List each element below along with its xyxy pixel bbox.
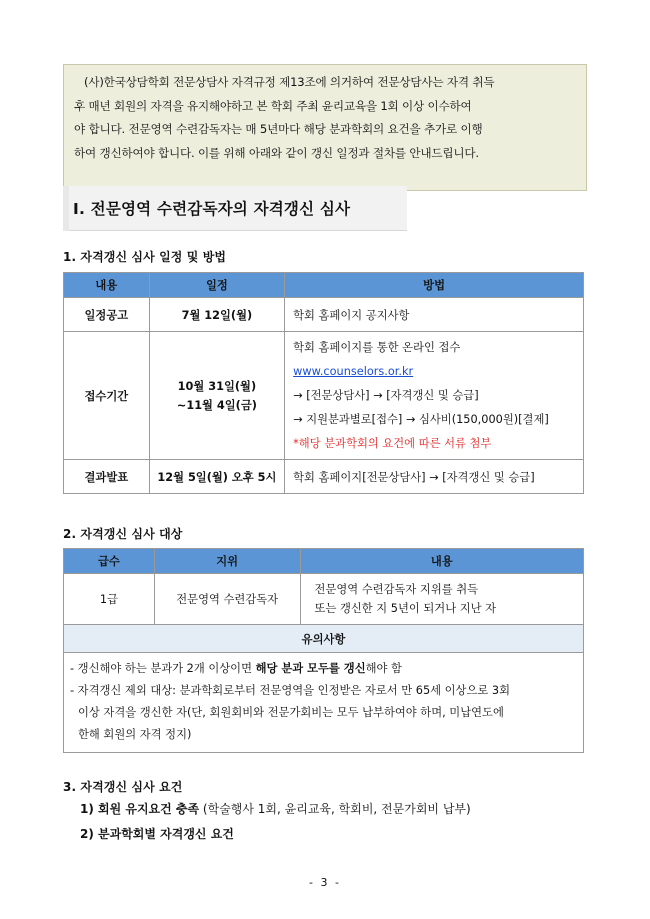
caution-item — [70, 658, 575, 680]
header-content: 내용 — [300, 549, 583, 574]
header-method: 방법 — [285, 273, 584, 298]
header-schedule: 일정 — [149, 273, 284, 298]
notice-line: 후 매년 회원의 자격을 유지해야하고 본 학회 주최 윤리교육을 1회 이상 이수하여 — [74, 98, 472, 113]
content-cell — [300, 574, 583, 625]
subsection-2-title: 2. 자격갱신 심사 대상 — [63, 527, 183, 541]
grade-cell: 1급 — [64, 574, 155, 625]
content-line: 또는 갱신한 지 5년이 되거나 지난 자 — [314, 602, 497, 615]
row-label: 일정공고 — [64, 298, 150, 332]
caution-header-row — [64, 625, 584, 653]
schedule-table — [63, 272, 584, 494]
section-title-text: Ⅰ. 전문영역 수련감독자의 자격갱신 심사 — [73, 200, 351, 218]
homepage-link[interactable]: www.counselors.or.kr — [293, 364, 414, 378]
page-number: - 3 - — [309, 876, 341, 889]
caution-body — [64, 653, 584, 753]
caution-item-cont: 이상 자격을 갱신한 자(단, 회원회비와 전문가회비는 모두 납부하여야 하며, 미납연도에 — [78, 706, 504, 719]
position-cell: 전문영역 수련감독자 — [154, 574, 300, 625]
intro-notice-box — [63, 64, 587, 191]
table-row — [64, 332, 584, 460]
row-schedule: 12월 5일(월) 오후 5시 — [149, 460, 284, 494]
section-title — [63, 186, 407, 231]
header-position: 지위 — [154, 549, 300, 574]
notice-text — [74, 71, 578, 165]
notice-line: 야 합니다. 전문영역 수련감독자는 매 5년마다 해당 분과학회의 요건을 추가로 이행 — [74, 122, 483, 136]
caution-item: - 자격갱신 제외 대상: 분과학회로부터 전문영역을 인정받은 자로서 만 65세 이상으로 3회 — [70, 684, 510, 697]
subsection-1-title: 1. 자격갱신 심사 일정 및 방법 — [63, 250, 227, 264]
schedule-start: 10월 31일(월) — [177, 379, 257, 393]
table-header-row — [64, 273, 584, 298]
row-schedule — [149, 332, 284, 460]
requirement-item-1 — [80, 800, 471, 817]
row-method: 학회 홈페이지 공지사항 — [285, 298, 584, 332]
caution-text: 해야 함 — [365, 662, 402, 675]
row-label: 접수기간 — [64, 332, 150, 460]
row-schedule: 7월 12일(월) — [149, 298, 284, 332]
table-header-row — [64, 549, 584, 574]
caution-title: 유의사항 — [64, 625, 584, 653]
caution-emphasis: 해당 분과 모두를 갱신 — [255, 662, 366, 675]
title-decoration — [63, 186, 69, 231]
requirement-bold: 1) 회원 유지요건 충족 — [80, 802, 200, 816]
notice-line: (사)한국상담학회 전문상담사 자격규정 제13조에 의거하여 전문상담사는 자격 취득 — [84, 75, 495, 89]
header-grade: 급수 — [64, 549, 155, 574]
method-line: 학회 홈페이지를 통한 온라인 접수 — [293, 340, 461, 354]
method-line: → 지원분과별로[접수] → 심사비(150,000원)[결제] — [293, 412, 549, 426]
caution-body-row — [64, 653, 584, 753]
content-line: 전문영역 수련감독자 지위를 취득 — [314, 583, 479, 596]
subsection-3-title: 3. 자격갱신 심사 요건 — [63, 780, 183, 794]
row-method: 학회 홈페이지[전문상담사] → [자격갱신 및 승급] — [285, 460, 584, 494]
caution-item-cont: 한해 회원의 자격 정지) — [78, 728, 192, 741]
method-line: → [전문상담사] → [자격갱신 및 승급] — [293, 388, 479, 402]
row-label: 결과발표 — [64, 460, 150, 494]
table-row — [64, 298, 584, 332]
target-table — [63, 548, 584, 753]
row-method — [285, 332, 584, 460]
table-row — [64, 460, 584, 494]
requirement-detail: (학술행사 1회, 윤리교육, 학회비, 전문가회비 납부) — [199, 802, 471, 816]
header-content: 내용 — [64, 273, 150, 298]
table-row — [64, 574, 584, 625]
caution-text: - 갱신해야 하는 분과가 2개 이상이면 — [70, 662, 256, 675]
requirement-item-2: 2) 분과학회별 자격갱신 요건 — [80, 827, 234, 841]
method-note: *해당 분과학회의 요건에 따른 서류 첨부 — [293, 436, 492, 450]
notice-line: 하여 갱신하여야 합니다. 이를 위해 아래와 같이 갱신 일정과 절차를 안내드립니다. — [74, 145, 479, 160]
schedule-end: ~11월 4일(금) — [176, 398, 257, 412]
